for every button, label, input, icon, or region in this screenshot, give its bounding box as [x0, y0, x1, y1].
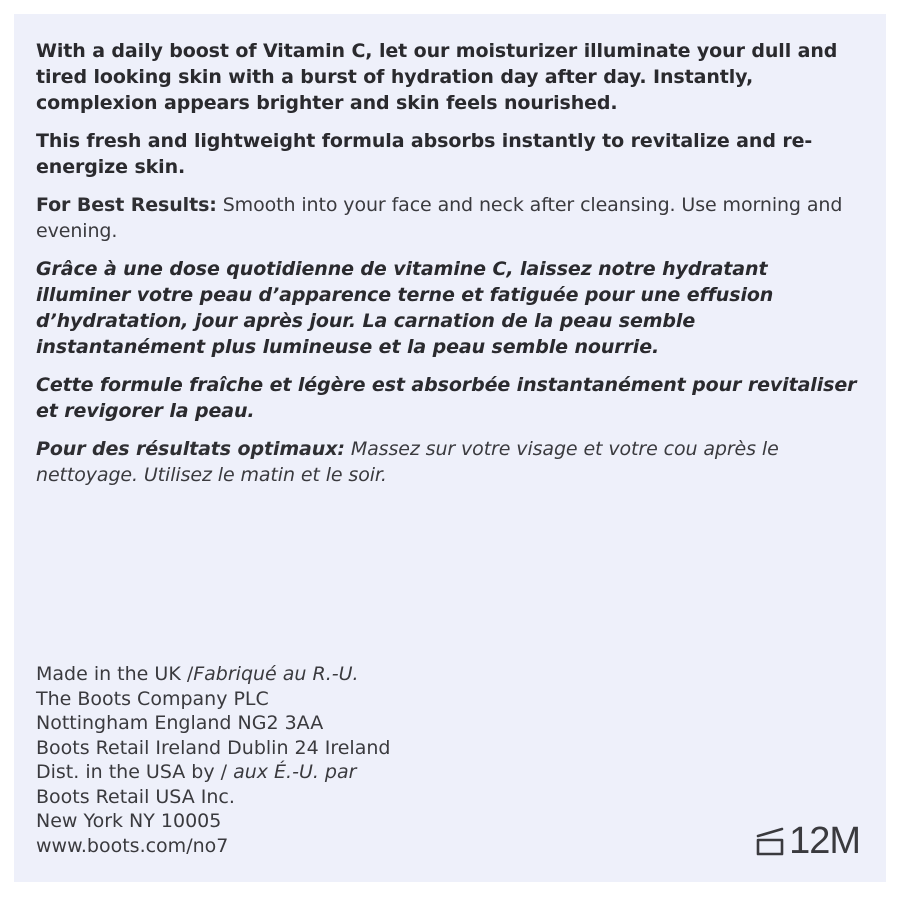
ireland-line: Boots Retail Ireland Dublin 24 Ireland [36, 736, 391, 759]
made-in-en: Made in the UK / [36, 663, 194, 685]
english-best-results-label: For Best Results: [36, 194, 217, 216]
usa-company-line: Boots Retail USA Inc. [36, 785, 235, 808]
french-formula: Cette formule fraîche et légère est absorbée instantanément pour revitaliser et revigorer la peau. [36, 374, 857, 422]
period-after-opening [755, 822, 860, 860]
made-in-fr: Fabriqué au R.-U. [193, 663, 359, 685]
open-jar-icon [755, 826, 785, 856]
french-intro: Grâce à une dose quotidienne de vitamine C, laissez notre hydratant illuminer votre peau d’apparence terne et fatiguée pour une effusion d’hydratation, jour après jour. La carnation de la peau semble instantanément plus lumineuse et la peau semble nourrie. [36, 258, 774, 358]
city-line: Nottingham England NG2 3AA [36, 712, 324, 734]
description-block [36, 38, 866, 500]
dist-en: Dist. in the USA by / [36, 761, 228, 783]
company-line: The Boots Company PLC [36, 687, 269, 710]
label-panel [14, 14, 886, 882]
french-best-results-label: Pour des résultats optimaux: [36, 438, 345, 460]
french-best-results [36, 436, 866, 488]
english-intro: With a daily boost of Vitamin C, let our moisturizer illuminate your dull and tired looking skin with a burst of hydration day after day. Instantly, complexion appears brighter and skin feels nourished. [36, 40, 838, 114]
manufacturer-address [36, 662, 390, 858]
website-line: www.boots.com/no7 [36, 834, 229, 857]
english-best-results-text: Smooth into your face and neck after cleansing. Use morning and evening. [36, 194, 843, 242]
dist-line [36, 760, 390, 785]
usa-city-line: New York NY 10005 [36, 810, 222, 832]
english-best-results [36, 192, 866, 244]
dist-fr: aux É.-U. par [227, 761, 357, 783]
made-in-line [36, 662, 390, 687]
pao-label: 12M [789, 820, 860, 862]
french-best-results-text: Massez sur votre visage et votre cou après le nettoyage. Utilisez le matin et le soir. [36, 438, 779, 486]
english-formula: This fresh and lightweight formula absorbs instantly to revitalize and re-energize skin. [36, 130, 813, 178]
